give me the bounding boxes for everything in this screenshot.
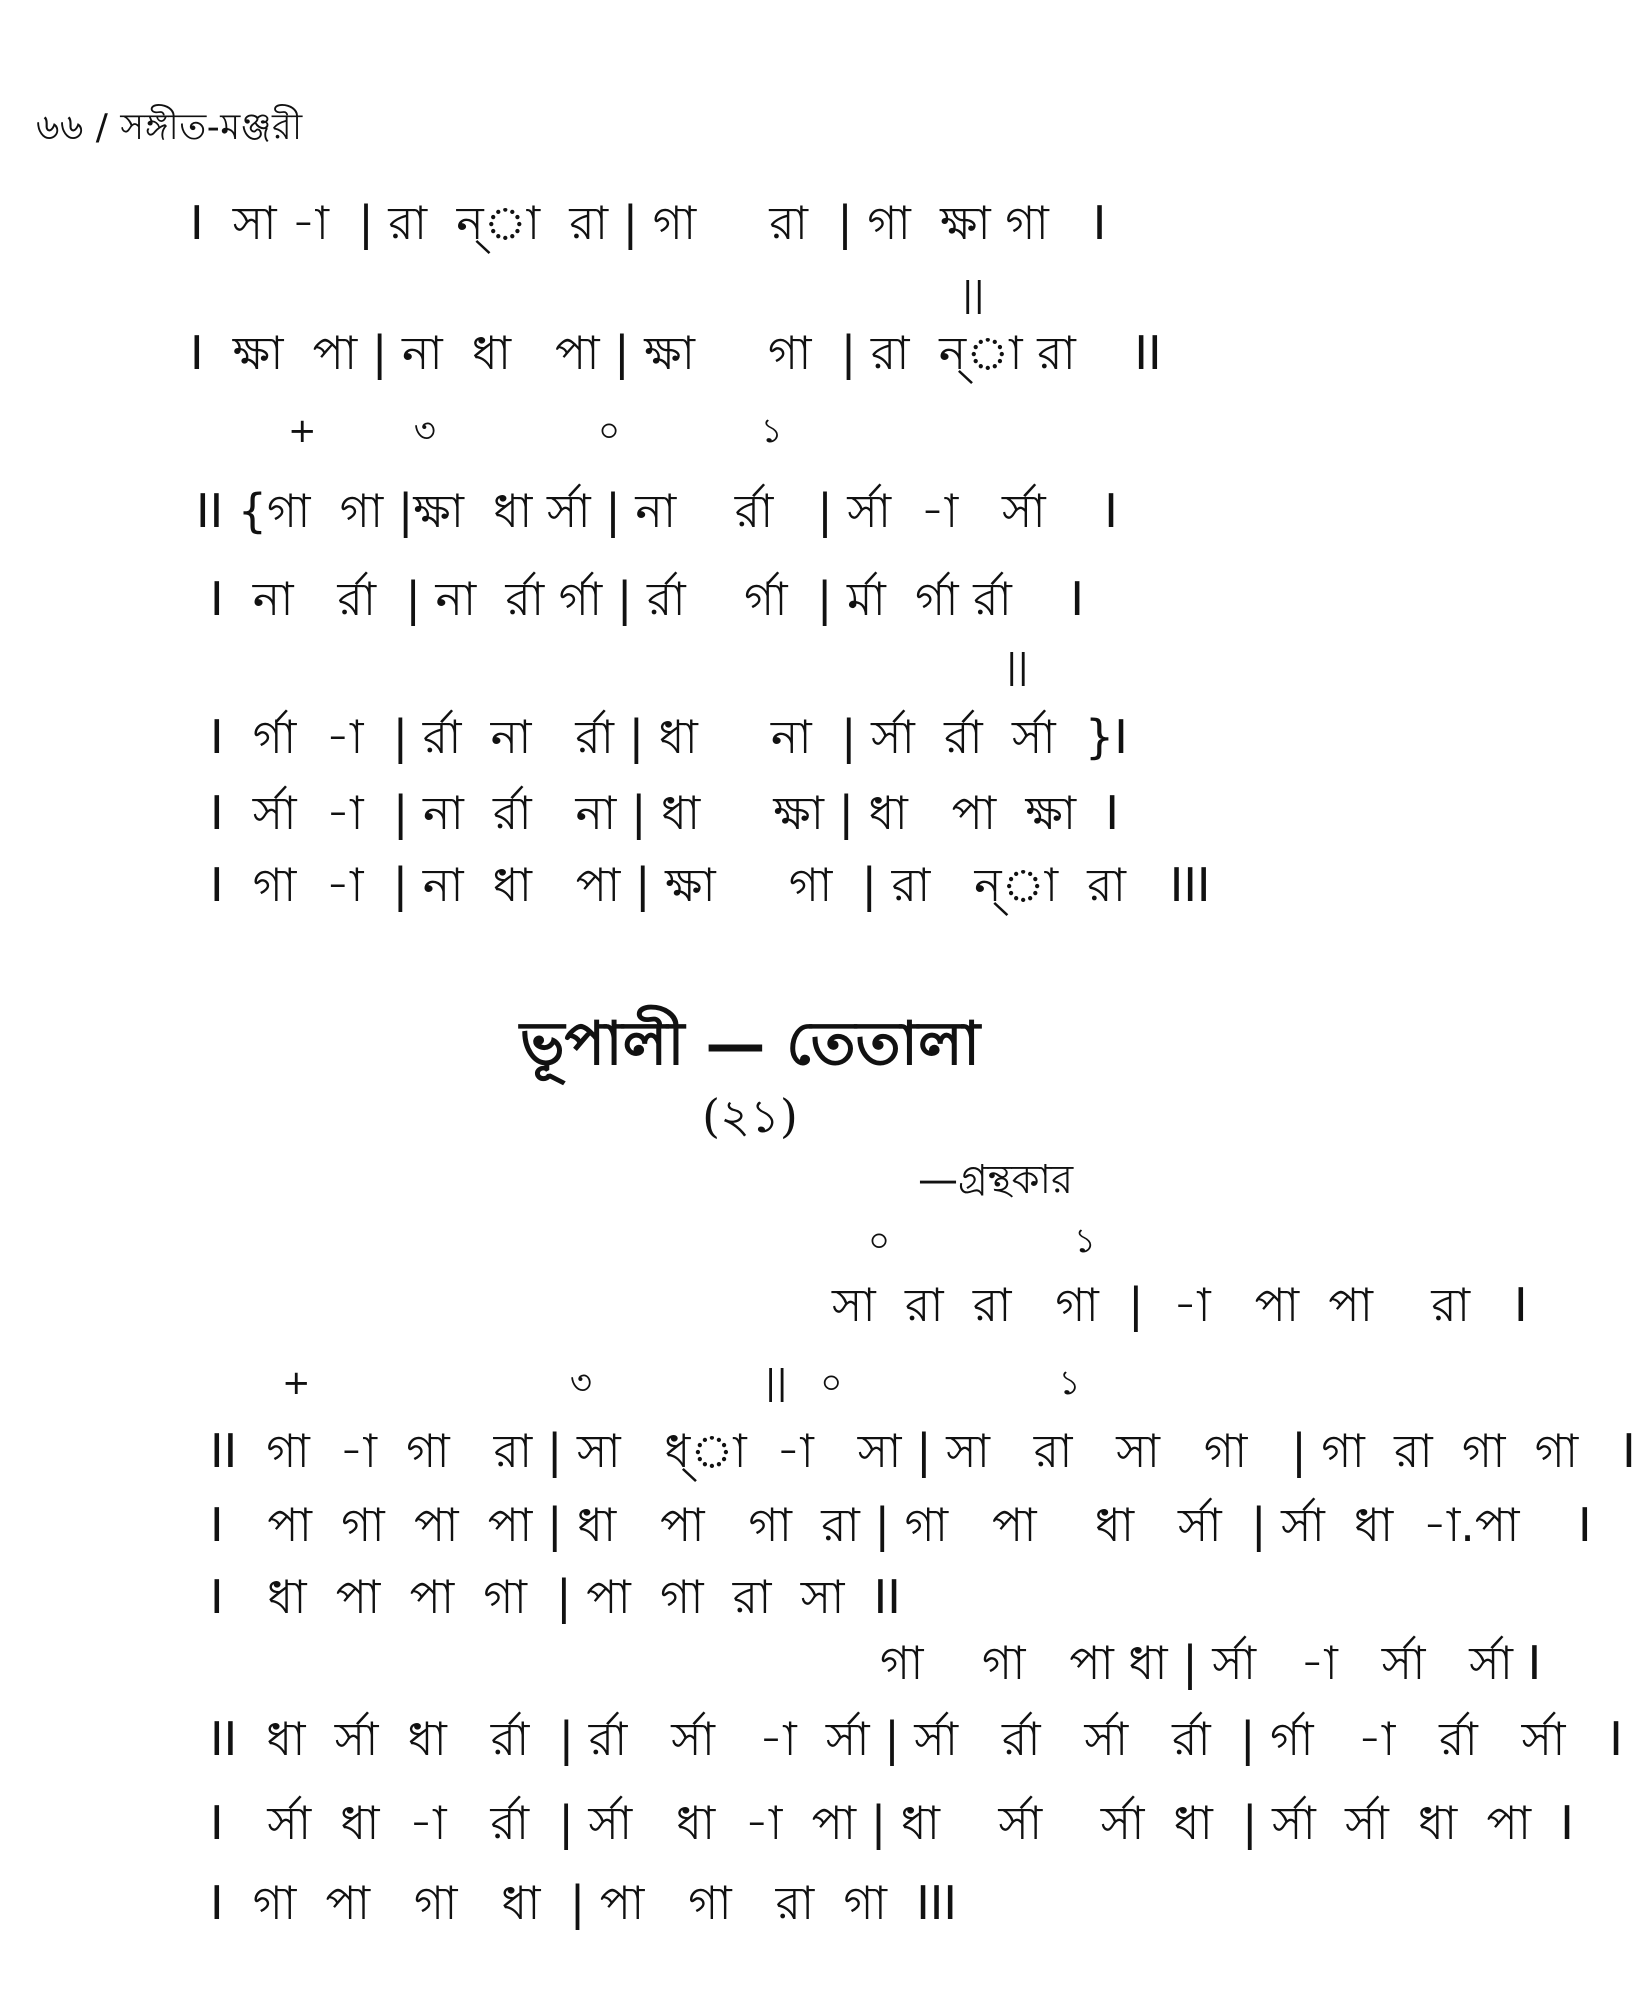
notation-line-11: I ধা পা পা গা | পা গা রা সা II xyxy=(210,1570,901,1624)
notation-line-1: I সা -া | রা ন্‌া রা | গা রা | গা ক্ষা গা I xyxy=(190,196,1107,250)
notation-line-7: I গা -া | না ধা পা | ক্ষা গা | রা ন্‌া রা III xyxy=(210,858,1211,912)
notation-line-9: II গা -া গা রা | সা ধ্‌া -া সা | সা রা সা গা | গা রা গা গা I xyxy=(210,1424,1636,1478)
notation-line-15: I গা পা গা ধা | পা গা রা গা III xyxy=(210,1876,957,1930)
notation-line-6: I র্সা -া | না র্রা না | ধা ক্ষা | ধা পা ক্ষা I xyxy=(210,786,1119,840)
section-divider-mark: || xyxy=(962,275,985,315)
notation-line-13: II ধা র্সা ধা র্রা | র্রা র্সা -া র্সা | র্সা র্রা র্সা র্রা | র্গা -া র্রা র্সা I xyxy=(210,1712,1623,1766)
section-divider-mark: || xyxy=(1006,647,1029,687)
composer-credit: —গ্রন্থকার xyxy=(918,1157,1074,1203)
notation-line-5: I র্গা -া | র্রা না র্রা | ধা না | র্সা র্রা র্সা }I xyxy=(210,710,1128,764)
beat-markers-line: + ৩ ০ ১ xyxy=(288,411,783,451)
section-title: ভূপালী — তেতালা xyxy=(519,1009,981,1079)
beat-markers-line: + ৩ || ০ ১ xyxy=(282,1363,1081,1403)
notation-line-12: গা গা পা ধা | র্সা -া র্সা র্সা I xyxy=(880,1636,1542,1690)
notation-line-2: I ক্ষা পা | না ধা পা | ক্ষা গা | রা ন্‌া রা II xyxy=(190,326,1162,380)
notation-line-8: সা রা রা গা | -া পা পা রা I xyxy=(832,1278,1528,1332)
notation-line-10: I পা গা পা পা | ধা পা গা রা | গা পা ধা র্সা | র্সা ধা -া.পা I xyxy=(210,1498,1592,1552)
section-number: (২১) xyxy=(702,1089,798,1143)
beat-markers-line: ০ ১ xyxy=(868,1221,1096,1261)
notation-line-3: II {গা গা |ক্ষা ধা র্সা | না র্রা | র্সা -া র্সা I xyxy=(196,484,1118,538)
notation-line-14: I র্সা ধা -া র্রা | র্সা ধা -া পা | ধা র্সা র্সা ধা | র্সা র্সা ধা পা I xyxy=(210,1796,1574,1850)
page-header: ৬৬ / সঙ্গীত-মঞ্জরী xyxy=(36,107,303,148)
notation-line-4: I না র্রা | না র্রা র্গা | র্রা র্গা | র্মা র্গা র্রা I xyxy=(210,572,1084,626)
